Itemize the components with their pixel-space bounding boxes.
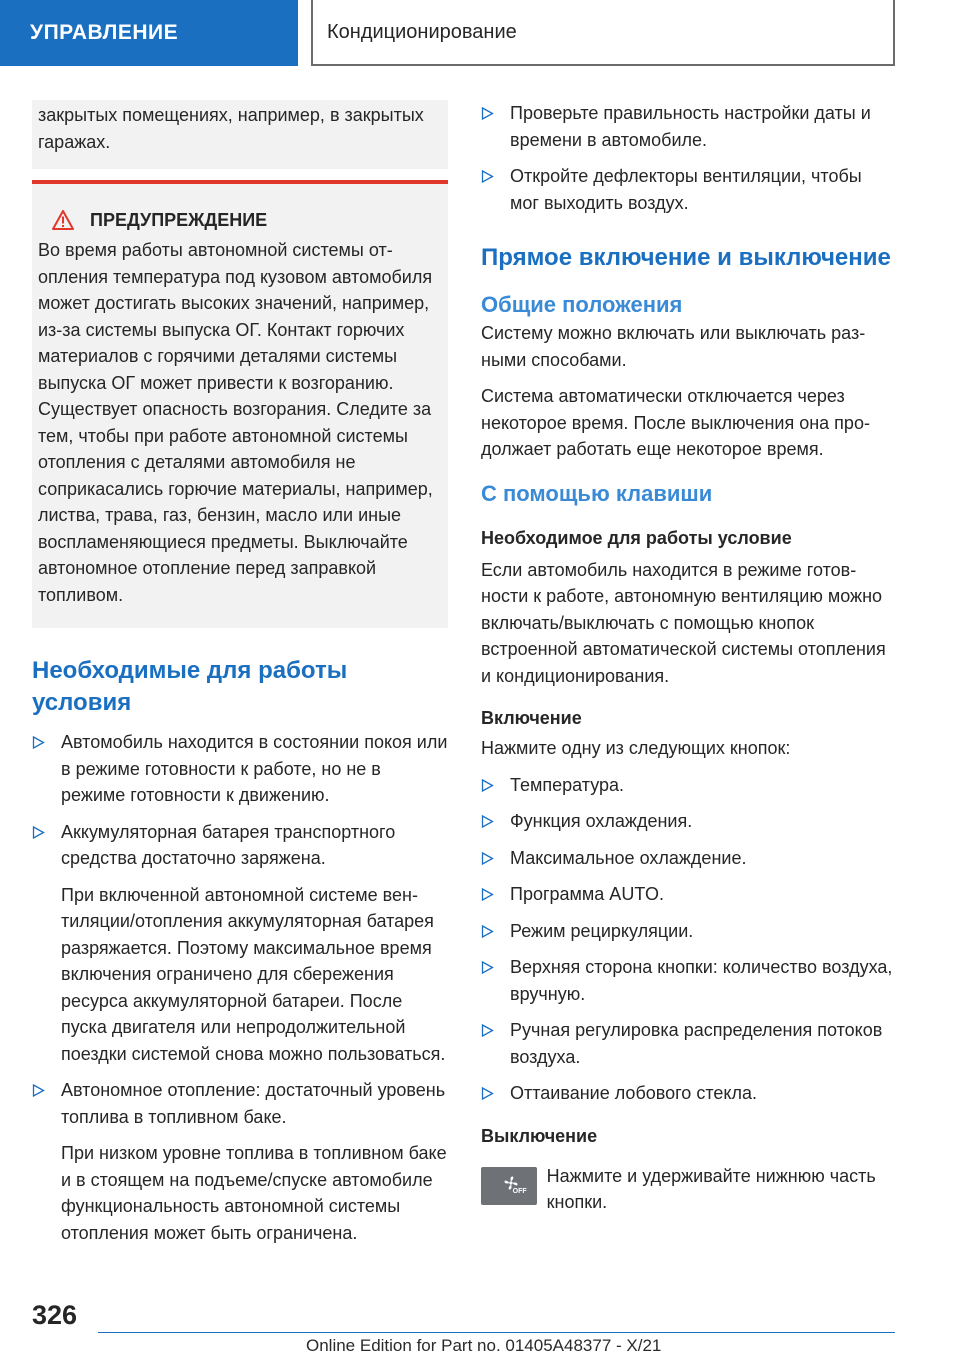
list-item <box>481 881 895 908</box>
conditions-heading: Необходимые для работы условия <box>32 657 348 716</box>
triangle-right-icon <box>481 170 494 183</box>
list-item-text: Ручная регулировка распределения потоков воздуха. <box>510 1020 883 1067</box>
list-item <box>481 954 895 1007</box>
list-item <box>481 772 895 799</box>
general-paragraph-1: Систему можно включать или выключать разными способами. <box>481 323 866 370</box>
list-item-text: Автомобиль находится в состоянии покоя или в режиме готовности к работе, но не в режиме готовности к движению. <box>61 732 448 805</box>
left-column <box>32 100 448 1246</box>
topic-title: Кондиционирование <box>311 0 895 66</box>
triangle-right-icon <box>32 1084 45 1097</box>
list-item <box>481 845 895 872</box>
button-heading: С помощью клавиши <box>481 480 713 506</box>
list-item-text: Режим рециркуляции. <box>510 920 694 941</box>
list-item <box>481 100 895 153</box>
list-item-text: Откройте дефлекторы вентиляции, чтобы мог выходить воздух. <box>510 166 862 213</box>
warning-triangle-icon <box>52 210 74 230</box>
list-item-text: Верхняя сторона кнопки: количество воздуха, вручную. <box>510 957 893 1004</box>
list-item-note: При включенной автономной системе вентиляции/отопления аккумуляторная батарея разряжается. Поэтому максимальное время включения ограничено для сбережения ресурса аккумуляторной батареи. После пуска двигателя или непродолжительной поездки системой снова можно пользоваться. <box>61 884 446 1064</box>
warning-title: ПРЕДУПРЕЖДЕНИЕ <box>90 209 268 230</box>
list-item <box>32 819 448 1068</box>
direct-heading: Прямое включение и выключение <box>481 244 891 271</box>
list-item-text: Аккумуляторная батарея транспортного средства достаточно заряжена. <box>61 821 396 868</box>
fan-off-button-image <box>481 1167 537 1205</box>
intro-text: закрытых помещениях, например, в закрытых гаражах. <box>38 105 424 152</box>
footer-edition: Online Edition for Part no. 01405A48377 - X/21 <box>306 1336 662 1355</box>
triangle-right-icon <box>481 779 494 792</box>
intro-box <box>32 100 448 169</box>
triangle-right-icon <box>481 888 494 901</box>
list-item <box>481 808 895 835</box>
list-item <box>481 1017 895 1070</box>
list-item-text: Максимальное охлаждение. <box>510 847 747 868</box>
on-text: Нажмите одну из следующих кнопок: <box>481 738 791 758</box>
right-column <box>481 100 895 1216</box>
off-text: Нажмите и удерживайте нижнюю часть кнопки. <box>546 1165 876 1212</box>
list-item <box>32 729 448 809</box>
triangle-right-icon <box>481 961 494 974</box>
triangle-right-icon <box>481 815 494 828</box>
requirement-heading: Необходимое для работы условие <box>481 527 792 548</box>
list-item-text: Функция охлаждения. <box>510 811 693 831</box>
off-label: OFF <box>512 1187 527 1195</box>
list-item-text: Проверьте правильность настройки даты и времени в автомобиле. <box>510 103 871 150</box>
off-instruction <box>481 1163 895 1216</box>
on-heading: Включение <box>481 708 582 728</box>
general-heading: Общие положения <box>481 292 683 317</box>
triangle-right-icon <box>32 826 45 839</box>
requirement-text: Если автомобиль находится в режиме готовности к работе, автономную вентиляцию можно включать/выключать с помощью кнопок встроенной автоматической системы отопления и кондиционирования. <box>481 559 886 686</box>
list-item-note: При низком уровне топлива в топливном баке и в стоящем на подъеме/спуске автомобиле функциональность автономной системы отопления может быть ограничена. <box>61 1143 447 1243</box>
list-item-text: Автономное отопление: достаточный уровень топлива в топливном баке. <box>61 1080 446 1127</box>
list-item-text: Температура. <box>510 774 625 795</box>
triangle-right-icon <box>481 925 494 938</box>
list-item <box>481 163 895 216</box>
triangle-right-icon <box>481 107 494 120</box>
general-paragraph-2: Система автоматически отключается через некоторое время. После выключения она продолжает работать еще некоторое время. <box>481 386 870 459</box>
triangle-right-icon <box>481 852 494 865</box>
triangle-right-icon <box>481 1024 494 1037</box>
triangle-right-icon <box>481 1087 494 1100</box>
top-list <box>481 100 895 216</box>
footer-divider <box>98 1332 895 1333</box>
list-item-text: Оттаивание лобового стекла. <box>510 1083 757 1103</box>
warning-text: Во время работы автономной системы отопления температура под кузовом автомобиля может достигать высоких значений, например, из-за системы выпуска ОГ. Контакт горючих материалов с горячими деталями системы выпуска ОГ может привести к возгоранию. Существует опасность возгорания. Следите за тем, чтобы при работе автономной системы отопления с деталями автомобиля не соприкасались горючие материалы, например, листва, трава, газ, бензин, масло или иные воспламеняющиеся предметы. Выключайте автономное отопление перед заправкой топливом. <box>38 240 433 605</box>
triangle-right-icon <box>32 736 45 749</box>
list-item <box>481 1080 895 1107</box>
list-item <box>32 1077 448 1246</box>
list-item <box>481 918 895 945</box>
section-tab: УПРАВЛЕНИЕ <box>0 0 298 66</box>
on-button-list <box>481 772 895 1107</box>
off-heading: Выключение <box>481 1125 598 1146</box>
warning-header <box>38 207 442 233</box>
conditions-list <box>32 729 448 1246</box>
warning-box <box>32 180 448 628</box>
page-number: 326 <box>32 1300 78 1330</box>
list-item-text: Программа AUTO. <box>510 884 664 904</box>
